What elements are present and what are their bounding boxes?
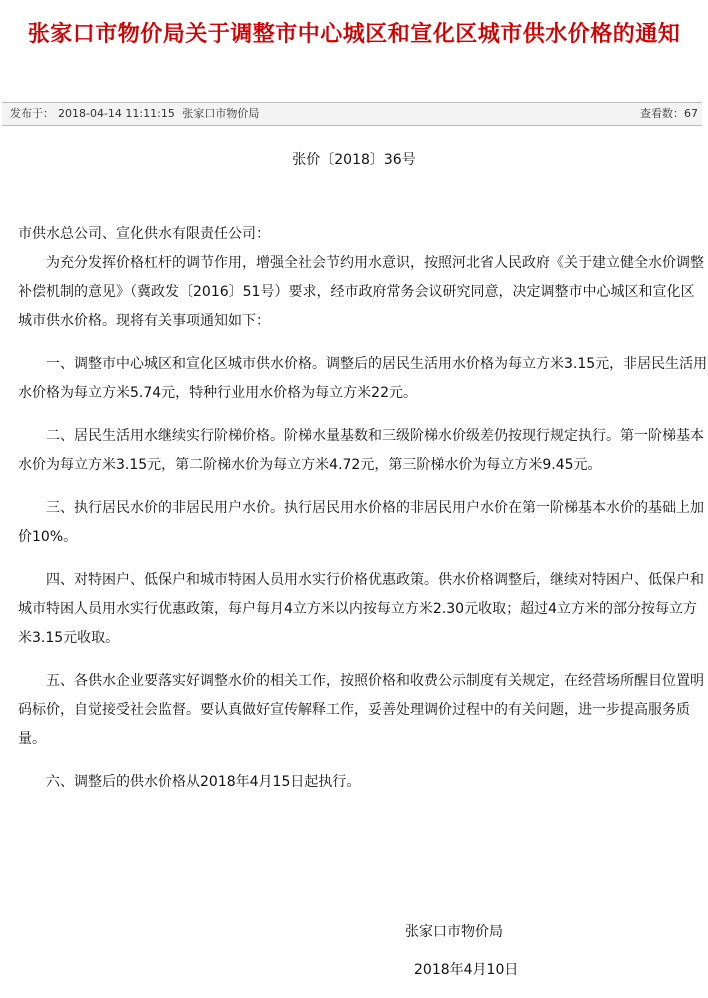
signature-date: 2018年4月10日 (414, 962, 519, 978)
published-label: 发布于： (10, 107, 54, 120)
article-body (18, 220, 708, 797)
paragraph-item-1: 一、调整市中心城区和宣化区城市供水价格。调整后的居民生活用水价格为每立方米3.15元，非居民生活用水价格为每立方米5.74元，特种行业用水价格为每立方米22元。 (18, 356, 708, 401)
views-label: 查看数： (640, 107, 684, 120)
view-count-info (640, 103, 698, 125)
paragraph-item-5: 五、各供水企业要落实好调整水价的相关工作，按照价格和收费公示制度有关规定，在经营场所醒目位置明码标价，自觉接受社会监督。要认真做好宣传解释工作，妥善处理调价过程中的有关问题，进一步提高服务质量。 (18, 673, 704, 747)
publisher-name: 张家口市物价局 (182, 107, 260, 120)
paragraph-item-3: 三、执行居民水价的非居民用户水价。执行居民用水价格的非居民用户水价在第一阶梯基本水价的基础上加价10%。 (18, 500, 704, 545)
published-time: 2018-04-14 11:11:15 (58, 107, 175, 120)
paragraph-item-6: 六、调整后的供水价格从2018年4月15日起执行。 (46, 774, 361, 790)
views-count: 67 (684, 107, 698, 120)
document-number: 张价〔2018〕36号 (292, 152, 416, 168)
paragraph-item-4: 四、对特困户、低保户和城市特困人员用水实行价格优惠政策。供水价格调整后，继续对特困户、低保户和城市特困人员用水实行优惠政策，每户每月4立方米以内按每立方米2.30元收取；超过4立方米的部分按每立方米3.15元收取。 (18, 572, 704, 646)
paragraph-intro: 为充分发挥价格杠杆的调节作用，增强全社会节约用水意识，按照河北省人民政府《关于建立健全水价调整补偿机制的意见》（冀政发〔2016〕51号）要求，经市政府常务会议研究同意，决定调整市中心城区和宣化区城市供水价格。现将有关事项通知如下： (18, 255, 704, 329)
publish-info (10, 103, 263, 125)
article-meta-bar (2, 102, 702, 126)
signature-org: 张家口市物价局 (405, 924, 503, 940)
paragraph-item-2: 二、居民生活用水继续实行阶梯价格。阶梯水量基数和三级阶梯水价级差仍按现行规定执行。第一阶梯基本水价为每立方米3.15元，第二阶梯水价为每立方米4.72元，第三阶梯水价为每立方米9.45元。 (18, 428, 704, 473)
article-title: 张家口市物价局关于调整市中心城区和宣化区城市供水价格的通知 (27, 22, 681, 47)
salutation: 市供水总公司、宣化供水有限责任公司： (18, 226, 270, 242)
